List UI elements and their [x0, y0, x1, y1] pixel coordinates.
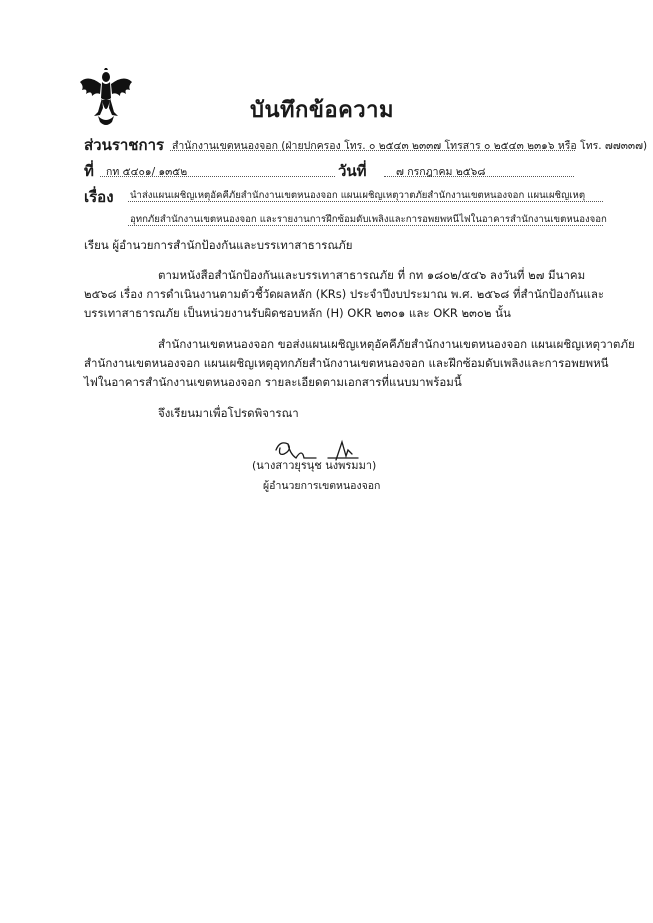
subject-line-2: อุทกภัยสำนักงานเขตหนองจอก และรายงานการฝึกซ้อมดับเพลิงและการอพยพหนีไฟในอาคารสำนักงานเขตหนองจอก — [130, 214, 607, 225]
signer-position: ผู้อำนวยการเขตหนองจอก — [263, 480, 381, 492]
subject-line-1: นำส่งแผนเผชิญเหตุอัคคีภัยสำนักงานเขตหนองจอก แผนเผชิญเหตุวาตภัยสำนักงานเขตหนองจอก แผนเผชิญเหตุ — [130, 190, 586, 201]
paragraph-2-line-2: สำนักงานเขตหนองจอก แผนเผชิญเหตุอุทกภัยสำนักงานเขตหนองจอก และฝึกซ้อมดับเพลิงและการอพยพหนี — [84, 356, 609, 370]
paragraph-1-line-3: บรรเทาสาธารณภัย เป็นหน่วยงานรับผิดชอบหลัก (H) OKR ๒๓๐๑ และ OKR ๒๓๐๒ นั้น — [84, 306, 511, 320]
paragraph-2-line-1: สำนักงานเขตหนองจอก ขอส่งแผนเผชิญเหตุอัคคีภัยสำนักงานเขตหนองจอก แผนเผชิญเหตุวาตภัย — [158, 337, 635, 351]
memo-title: บันทึกข้อความ — [250, 98, 395, 123]
closing-line: จึงเรียนมาเพื่อโปรดพิจารณา — [158, 406, 299, 420]
ref-label: ที่ — [84, 162, 94, 180]
paragraph-1-line-1: ตามหนังสือสำนักป้องกันและบรรเทาสาธารณภัย ที่ กท ๑๘๐๒/๕๔๖ ลงวันที่ ๒๗ มีนาคม — [158, 268, 586, 282]
agency-value: สำนักงานเขตหนองจอก (ฝ่ายปกครอง โทร. ๐ ๒๕๔๓ ๒๓๓๗ โทรสาร ๐ ๒๕๔๓ ๒๓๑๖ หรือ โทร. ๗๗๓๓๗) — [172, 140, 648, 152]
garuda-emblem-icon — [78, 68, 134, 130]
paragraph-1-line-2: ๒๕๖๘ เรื่อง การดำเนินงานตามตัวชี้วัดผลหลัก (KRs) ประจำปีงบประมาณ พ.ศ. ๒๕๖๘ ที่สำนักป้องกันและ — [84, 287, 605, 301]
subject-label: เรื่อง — [84, 188, 114, 206]
date-label: วันที่ — [338, 162, 367, 180]
agency-label: ส่วนราชการ — [84, 136, 165, 154]
ref-value: กท ๕๔๐๑/ ๑๓๕๒ — [106, 166, 188, 178]
signer-name: (นางสาวยุรนุช นงพรมมา) — [252, 459, 377, 472]
date-value: ๗ กรกฎาคม ๒๕๖๘ — [396, 166, 486, 178]
salutation: เรียน ผู้อำนวยการสำนักป้องกันและบรรเทาสาธารณภัย — [84, 238, 353, 252]
paragraph-2-line-3: ไฟในอาคารสำนักงานเขตหนองจอก รายละเอียดตามเอกสารที่แนบมาพร้อมนี้ — [84, 375, 462, 389]
